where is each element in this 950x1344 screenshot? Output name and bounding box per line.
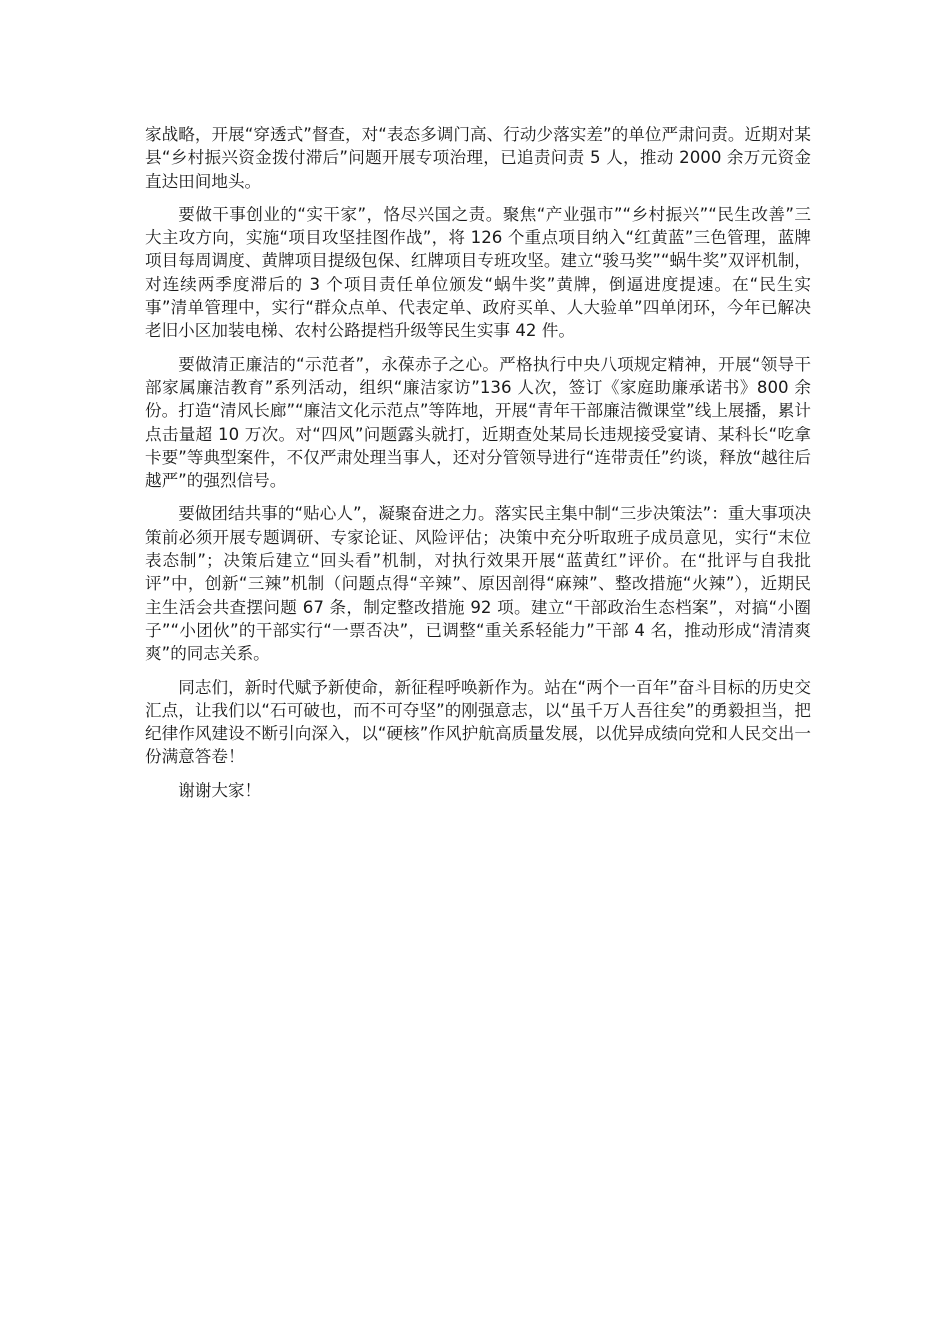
paragraph-closing-call: 同志们，新时代赋予新使命，新征程呼唤新作为。站在“两个一百年”奋斗目标的历史交汇点，让我们以“石可破也，而不可夺坚”的刚强意志，以“虽千万人吾往矣”的勇毅担当，把纪律作风建设不断引向深入，以“硬核”作风护航高质量发展，以优异成绩向党和人民交出一份满意答卷！: [145, 677, 811, 767]
paragraph-continuation: 家战略，开展“穿透式”督查，对“表态多调门高、行动少落实差”的单位严肃问责。近期对某县“乡村振兴资金拨付滞后”问题开展专项治理，已追责问责 5 人，推动 2000 余万元资金直达田间地头。: [145, 125, 811, 191]
paragraph-unity-partner: 要做团结共事的“贴心人”，凝聚奋进之力。落实民主集中制“三步决策法”：重大事项决策前必须开展专题调研、专家论证、风险评估；决策中充分听取班子成员意见，实行“末位表态制”；决策后建立“回头看”机制，对执行效果开展“蓝黄红”评价。在“批评与自我批评”中，创新“三辣”机制（问题点得“辛辣”、原因剖得“麻辣”、整改措施“火辣”），近期民主生活会共查摆问题 67 条，制定整改措施 92 项。建立“干部政治生态档案”，对搞“小圈子”“小团伙”的干部实行“一票否决”，已调整“重关系轻能力”干部 4 名，推动形成“清清爽爽”的同志关系。: [145, 504, 811, 664]
paragraph-integrity-model: 要做清正廉洁的“示范者”，永葆赤子之心。严格执行中央八项规定精神，开展“领导干部家属廉洁教育”系列活动，组织“廉洁家访”136 人次，签订《家庭助廉承诺书》800 余份。打造“清风长廊”“廉洁文化示范点”等阵地，开展“青年干部廉洁微课堂”线上展播，累计点击量超 10 万次。对“四风”问题露头就打，近期查处某局长违规接受宴请、某科长“吃拿卡要”等典型案件，不仅严肃处理当事人，还对分管领导进行“连带责任”约谈，释放“越往后越严”的强烈信号。: [145, 354, 811, 491]
paragraph-thanks: 谢谢大家！: [178, 780, 262, 800]
document-body: [145, 123, 811, 812]
paragraph-practical-doer: 要做干事创业的“实干家”，恪尽兴国之责。聚焦“产业强市”“乡村振兴”“民生改善”三大主攻方向，实施“项目攻坚挂图作战”，将 126 个重点项目纳入“红黄蓝”三色管理，蓝牌项目每周调度、黄牌项目提级包保、红牌项目专班攻坚。建立“骏马奖”“蜗牛奖”双评机制，对连续两季度滞后的 3 个项目责任单位颁发“蜗牛奖”黄牌，倒逼进度提速。在“民生实事”清单管理中，实行“群众点单、代表定单、政府买单、人大验单”四单闭环，今年已解决老旧小区加装电梯、农村公路提档升级等民生实事 42 件。: [145, 204, 811, 341]
